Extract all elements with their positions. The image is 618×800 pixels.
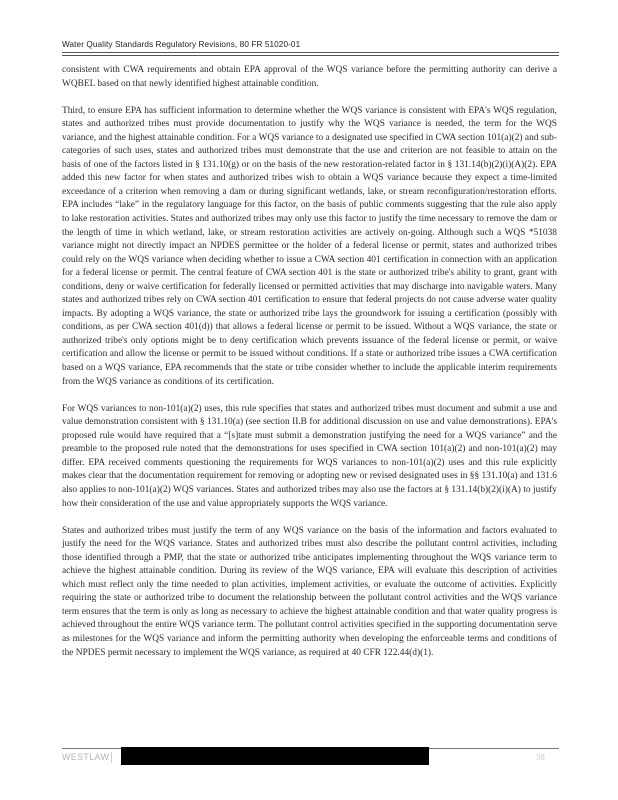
redaction-bar <box>121 747 429 765</box>
paragraph-3: For WQS variances to non-101(a)(2) uses, this rule specifies that states and authorized tribes must document and submit a use and value demonstration consistent with § 131.10(a) (see section II.B for additional discussion on use and value demonstrations). EPA's proposed rule would have required that a “[s]tate must submit a demonstration justifying the need for a WQS variance” and the preamble to the proposed rule noted that the demonstrations for uses specified in CWA section 101(a)(2) and non-101(a)(2) may differ. EPA received comments questioning the requirements for WQS variances to non-101(a)(2) uses and this rule explicitly makes clear that the documentation requirement for removing or adopting new or revised designated uses in §§ 131.10(a) and 131.6 also applies to non-101(a)(2) WQS variances. States and authorized tribes may also use the factors at § 131.14(b)(2)(i)(A) to justify how their consideration of the use and value appropriately supports the WQS variance. <box>62 403 557 509</box>
header-rule-bottom <box>62 55 559 56</box>
paragraph-4: States and authorized tribes must justify the term of any WQS variance on the basis of the information and factors evaluated to justify the need for the WQS variance. States and authorized tribes must also describe the pollutant control activities, including those identified through a PMP, that the state or authorized tribe anticipates implementing throughout the WQS variance term to achieve the highest attainable condition. During its review of the WQS variance, EPA will evaluate this description of activities which must reflect only the time needed to plan activities, implement activities, or evaluate the outcome of activities. Explicitly requiring the state or authorized tribe to document the relationship between the pollutant control activities and the WQS variance term ensures that the term is only as long as necessary to achieve the highest attainable condition and that water quality progress is achieved throughout the entire WQS variance term. The pollutant control activities specified in the supporting documentation serve as milestones for the WQS variance and inform the permitting authority when developing the enforceable terms and conditions of the NPDES permit necessary to implement the WQS variance, as required at 40 CFR 122.44(d)(1). <box>62 525 557 658</box>
westlaw-logo: WESTLAW <box>62 752 110 762</box>
document-title: Water Quality Standards Regulatory Revisions, 80 FR 51020-01 <box>62 40 301 49</box>
header-rule-top <box>62 52 559 53</box>
page-number: 38 <box>536 753 545 762</box>
document-body <box>62 64 557 674</box>
footer-divider <box>111 752 112 763</box>
paragraph-2: Third, to ensure EPA has sufficient information to determine whether the WQS variance is consistent with EPA's WQS regulation, states and authorized tribes must provide documentation to justify why the WQS variance is needed, the term for the WQS variance, and the highest attainable condition. For a WQS variance to a designated use specified in CWA section 101(a)(2) and sub-categories of such uses, states and authorized tribes must demonstrate that the use and criterion are not feasible to attain on the basis of one of the factors listed in § 131.10(g) or on the basis of the new restoration-related factor in § 131.14(b)(2)(i)(A)(2). EPA added this new factor for when states and authorized tribes wish to obtain a WQS variance because they expect a time-limited exceedance of a criterion when removing a dam or during significant wetlands, lake, or stream reconfiguration/restoration efforts. EPA includes “lake” in the regulatory language for this factor, on the basis of public comments suggesting that the rule also apply to lake restoration activities. States and authorized tribes may only use this factor to justify the time necessary to remove the dam or the length of time in which wetland, lake, or stream restoration activities are actively on-going. Although such a WQS *51038 variance might not directly impact an NPDES permittee or the holder of a federal license or permit, states and authorized tribes could rely on the WQS variance when deciding whether to issue a CWA section 401 certification in connection with an application for a federal license or permit. The central feature of CWA section 401 is the state or authorized tribe's ability to grant, grant with conditions, deny or waive certification for federally licensed or permitted activities that may discharge into navigable waters. Many states and authorized tribes rely on CWA section 401 certification to ensure that federal projects do not cause adverse water quality impacts. By adopting a WQS variance, the state or authorized tribe lays the groundwork for issuing a certification (possibly with conditions, as per CWA section 401(d)) that allows a federal license or permit to be issued. Without a WQS variance, the state or authorized tribe's only options might be to deny certification which prevents issuance of the federal license or permit, or waive certification and allow the license or permit to be issued without conditions. If a state or authorized tribe issues a CWA certification based on a WQS variance, EPA recommends that the state or tribe consider whether to include the applicable interim requirements from the WQS variance as conditions of its certification. <box>62 105 557 387</box>
paragraph-1: consistent with CWA requirements and obtain EPA approval of the WQS variance before the permitting authority can derive a WQBEL based on that newly identified highest attainable condition. <box>62 65 557 89</box>
